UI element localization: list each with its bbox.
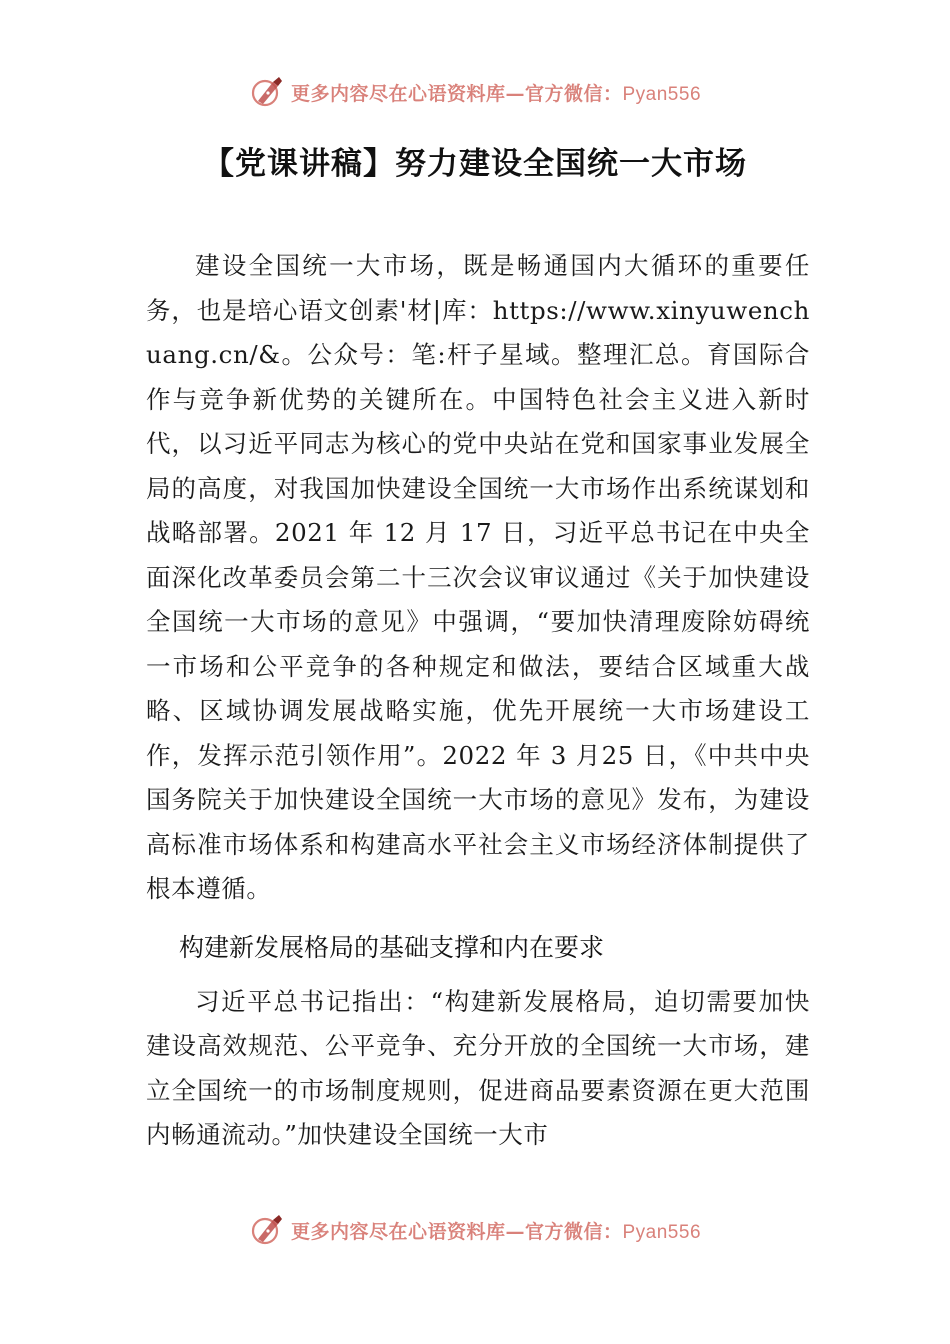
body-paragraph-2: 习近平总书记指出：“构建新发展格局，迫切需要加快建设高效规范、公平竞争、充分开放的全国统一大市场，建立全国统一的市场制度规则，促进商品要素资源在更大范围内畅通流动。”加快建设全国统一大市 (146, 986, 810, 1149)
banner-text: 更多内容尽在心语资料库—官方微信：Pyan556 (290, 1220, 702, 1243)
banner-text: 更多内容尽在心语资料库—官方微信：Pyan556 (290, 82, 702, 105)
page-title: 【党课讲稿】努力建设全国统一大市场 (203, 146, 747, 182)
body-paragraph-1: 建设全国统一大市场，既是畅通国内大循环的重要任务，也是培心语文创素'材|库：https://www.xinyuwenchuang.cn/&。公众号：笔:杆子星域。整理汇总。育国际合作与竞争新优势的关键所在。中国特色社会主义进入新时代，以习近平同志为核心的党中央站在党和国家事业发展全局的高度，对我国加快建设全国统一大市场作出系统谋划和战略部署。2021 年 12 月 17 日，习近平总书记在中央全面深化改革委员会第二十三次会议审议通过《关于加快建设全国统一大市场的意见》中强调，“要加快清理废除妨碍统一市场和公平竞争的各种规定和做法，要结合区域重大战略、区域协调发展战略实施，优先开展统一大市场建设工作，发挥示范引领作用”。2022 年 3 月25 日，《中共中央 国务院关于加快建设全国统一大市场的意见》发布，为建设高标准市场体系和构建高水平社会主义市场经济体制提供了根本遵循。 (146, 251, 810, 903)
pen-nib-logo-icon (249, 1212, 285, 1248)
pen-nib-logo-icon (249, 74, 285, 110)
document-body (146, 244, 810, 1158)
header-watermark-banner (0, 72, 950, 112)
section-heading: 构建新发展格局的基础支撑和内在要求 (179, 932, 605, 962)
footer-watermark-banner (0, 1210, 950, 1250)
